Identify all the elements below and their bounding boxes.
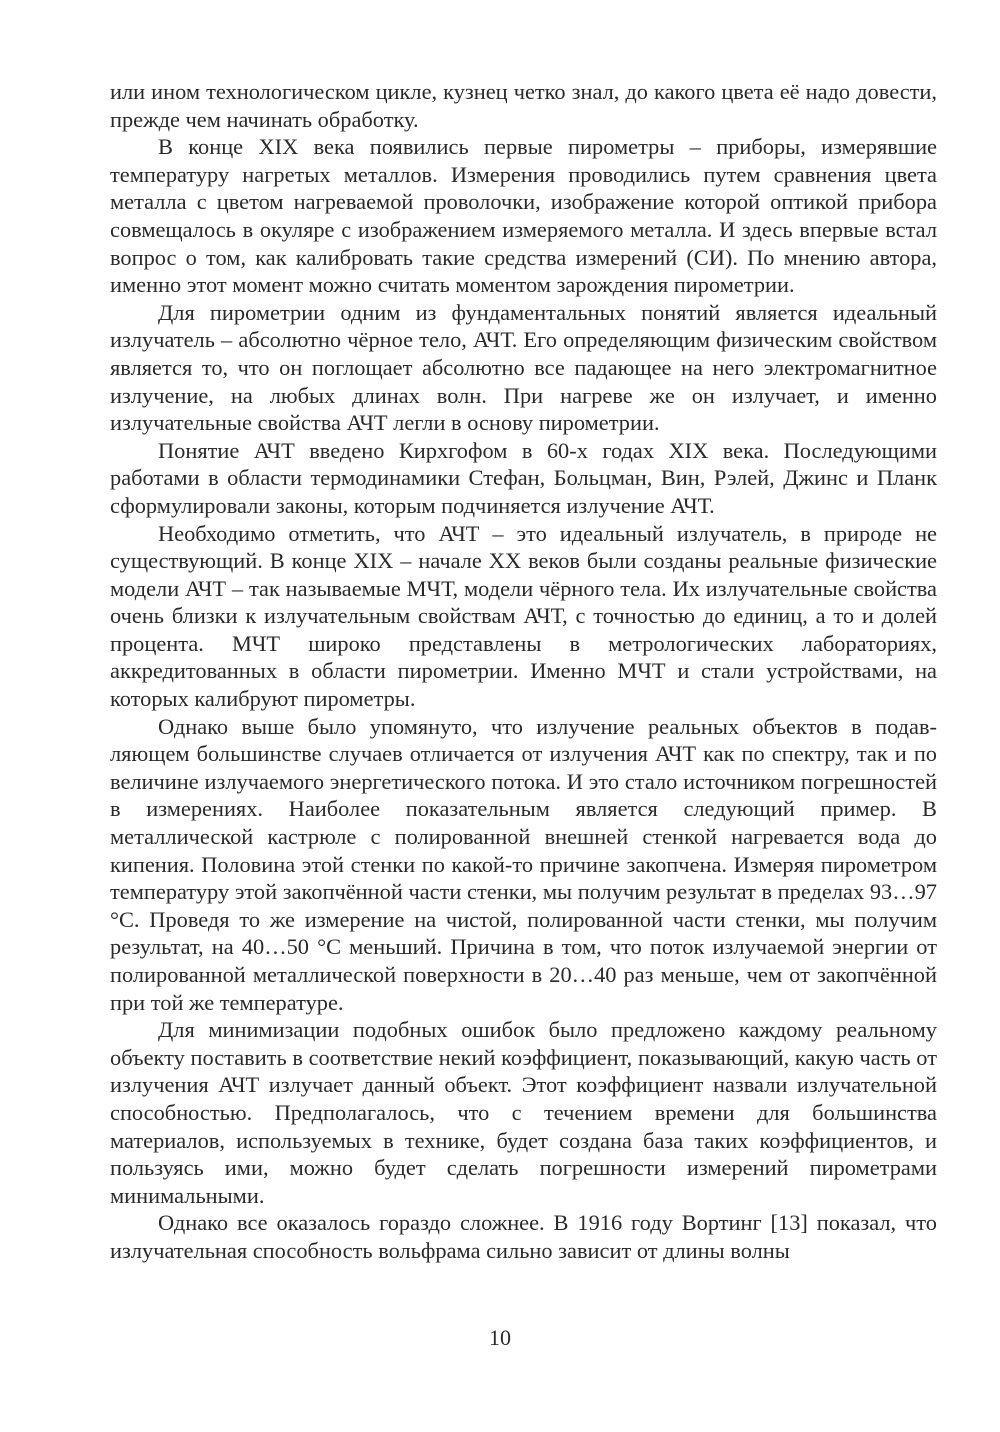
page-body xyxy=(110,78,937,1265)
paragraph-continuation: или ином технологическом цикле, кузнец четко знал, до какого цвета её надо довести, прежде чем начинать обработку. xyxy=(110,79,937,132)
paragraph-pyrometers-origin: В конце XIX века появились первые пирометры – приборы, измерявшие температуру нагретых металлов. Измерения проводились путем сравнения цвета металла с цветом нагреваемой проволочки, изображение которой оптикой прибора совмещалось в окуляре с изображением измеряемого металла. И здесь впервые встал вопрос о том, как калибровать такие средства измерений (СИ). По мнению автора, именно этот момент можно считать моментом зарождения пирометрии. xyxy=(110,134,937,298)
paragraph-emissivity: Для минимизации подобных ошибок было предложено каждому реальному объекту поставить в соответствие некий коэффициент, показывающий, какую часть от излучения АЧТ излучает данный объект. Этот коэффициент назвали излучательной способностью. Предполагалось, что с течением времени для большинства материалов, используемых в технике, будет создана база таких коэффициентов, и пользуясь ими, можно будет сделать погрешности измерений пирометрами минимальными. xyxy=(110,1017,937,1208)
paragraph-kirchhoff: Понятие АЧТ введено Кирхгофом в 60-х годах XIX века. Последующими работами в области термодинамики Стефан, Больцман, Вин, Рэлей, Джинс и Планк сформулировали законы, которым подчиняется излучение АЧТ. xyxy=(110,437,937,518)
page-number: 10 xyxy=(489,1325,511,1350)
paragraph-worthing: Однако все оказалось гораздо сложнее. В 1916 году Вортинг [13] показал, что излучательная способность вольфрама сильно зависит от длины волны xyxy=(110,1210,937,1263)
paragraph-ideal-emitter: Для пирометрии одним из фундаментальных понятий является идеальный излучатель – абсолютно чёрное тело, АЧТ. Его определяющим физическим свойством является то, что он поглощает абсолютно все падающее на него электромагнитное излучение, на любых длинах волн. При нагреве же он излучает, и именно излучательные свойства АЧТ легли в основу пирометрии. xyxy=(110,299,937,436)
paragraph-black-body-models: Необходимо отметить, что АЧТ – это идеальный излучатель, в природе не существующий. В конце XIX – начале XX веков были созданы реальные физические модели АЧТ – так называемые МЧТ, модели чёрного тела. Их излучательные свойства очень близки к излучательным свойствам АЧТ, с точностью до единиц, а то и долей процента. МЧТ широко представлены в метрологических лабораториях, аккредитованных в области пирометрии. Именно МЧТ и стали устройствами, на которых калибруют пирометры. xyxy=(110,520,937,712)
paragraph-measurement-errors: Однако выше было упомянуто, что излучение реальных объектов в подавляющем большинстве случаев отличается от излучения АЧТ как по спектру, так и по величине излучаемого энергетического потока. И это стало источником погрешностей в измерениях. Наиболее показательным является следующий пример. В металлической кастрюле с полированной внешней стенкой нагревается вода до кипения. Половина этой стенки по какой-то причине закопчена. Измеряя пирометром температуру этой закопчённой части стенки, мы получим результат в пределах 93…97 °С. Проведя то же измерение на чистой, полированной части стенки, мы получим результат, на 40…50 °С меньший. Причина в том, что поток излучаемой энергии от полированной металлической поверхности в 20…40 раз меньше, чем от закопчённой при той же температуре. xyxy=(110,713,937,1015)
